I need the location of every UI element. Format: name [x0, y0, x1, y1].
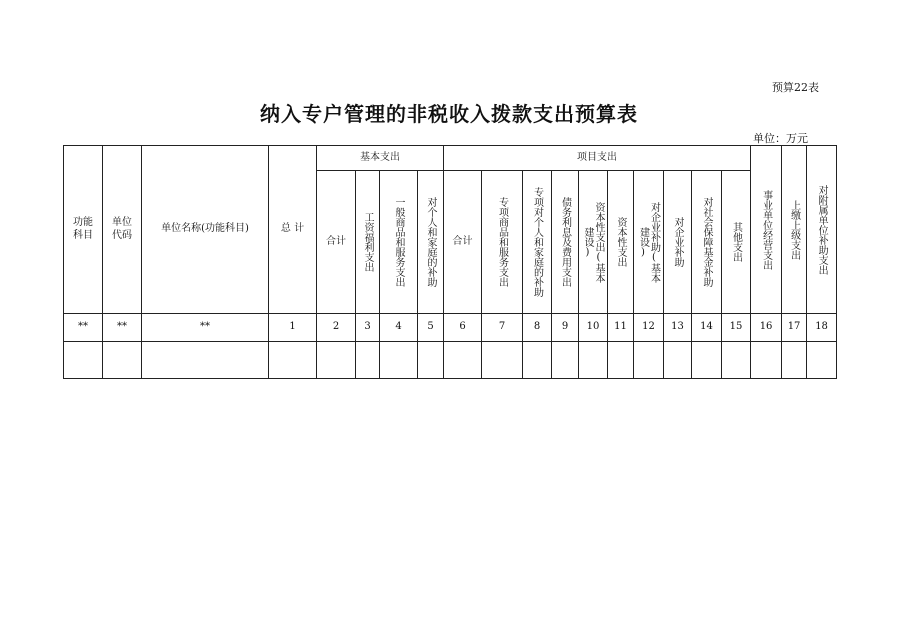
- data-cell: [103, 342, 142, 379]
- index-cell: 17: [782, 314, 807, 342]
- header-salary-welfare: 工资福利支出: [356, 171, 380, 314]
- header-debt-interest: 债务利息及费用支出: [552, 171, 579, 314]
- index-cell: 11: [608, 314, 634, 342]
- header-personal-subsidy: 对个人和家庭的补助: [418, 171, 444, 314]
- header-unit-name: 单位名称(功能科目): [142, 146, 269, 314]
- data-cell: [64, 342, 103, 379]
- data-cell: [722, 342, 751, 379]
- data-cell: [751, 342, 782, 379]
- index-row: [64, 314, 837, 342]
- index-cell: 4: [380, 314, 418, 342]
- header-row-1: [64, 146, 837, 171]
- data-cell: [523, 342, 552, 379]
- header-capital: 资本性支出: [608, 171, 634, 314]
- header-func-subject: 功能科目: [64, 146, 103, 314]
- data-cell: [269, 342, 317, 379]
- data-cell: [317, 342, 356, 379]
- data-cell: [579, 342, 608, 379]
- header-total: 总 计: [269, 146, 317, 314]
- budget-table: [63, 145, 837, 379]
- header-social-security: 对社会保障基金补助: [692, 171, 722, 314]
- table-row: [64, 342, 837, 379]
- index-cell: 16: [751, 314, 782, 342]
- index-cell: **: [64, 314, 103, 342]
- header-basic-total: 合计: [317, 171, 356, 314]
- data-cell: [782, 342, 807, 379]
- data-cell: [418, 342, 444, 379]
- header-enterprise-basic: 对企业补助(基本建设): [634, 171, 664, 314]
- index-cell: **: [142, 314, 269, 342]
- index-cell: 14: [692, 314, 722, 342]
- data-cell: [380, 342, 418, 379]
- table-code: 预算22表: [772, 81, 819, 94]
- header-basic-expenditure: 基本支出: [317, 146, 444, 171]
- header-operating: 事业单位经营支出: [751, 146, 782, 314]
- header-unit-code: 单位代码: [103, 146, 142, 314]
- index-cell: 7: [482, 314, 523, 342]
- index-cell: 5: [418, 314, 444, 342]
- header-special-personal: 专项对个人和家庭的补助: [523, 171, 552, 314]
- header-affiliated: 对附属单位补助支出: [807, 146, 837, 314]
- index-cell: 15: [722, 314, 751, 342]
- index-cell: 3: [356, 314, 380, 342]
- unit-label: 单位：万元: [753, 132, 808, 145]
- header-project-total: 合计: [444, 171, 482, 314]
- data-cell: [356, 342, 380, 379]
- index-cell: 12: [634, 314, 664, 342]
- data-cell: [692, 342, 722, 379]
- header-remit-upper: 上缴上级支出: [782, 146, 807, 314]
- page-title: 纳入专户管理的非税收入拨款支出预算表: [260, 102, 638, 126]
- header-general-goods: 一般商品和服务支出: [380, 171, 418, 314]
- index-cell: 6: [444, 314, 482, 342]
- index-cell: 9: [552, 314, 579, 342]
- header-project-expenditure: 项目支出: [444, 146, 751, 171]
- header-other: 其他支出: [722, 171, 751, 314]
- header-special-goods: 专项商品和服务支出: [482, 171, 523, 314]
- header-enterprise: 对企业补助: [664, 171, 692, 314]
- index-cell: 2: [317, 314, 356, 342]
- index-cell: 8: [523, 314, 552, 342]
- data-cell: [664, 342, 692, 379]
- index-cell: 13: [664, 314, 692, 342]
- index-cell: 18: [807, 314, 837, 342]
- data-cell: [482, 342, 523, 379]
- data-cell: [807, 342, 837, 379]
- data-cell: [142, 342, 269, 379]
- header-capital-basic: 资本性支出(基本建设): [579, 171, 608, 314]
- index-cell: 10: [579, 314, 608, 342]
- data-cell: [444, 342, 482, 379]
- data-cell: [552, 342, 579, 379]
- data-cell: [634, 342, 664, 379]
- index-cell: **: [103, 314, 142, 342]
- data-cell: [608, 342, 634, 379]
- index-cell: 1: [269, 314, 317, 342]
